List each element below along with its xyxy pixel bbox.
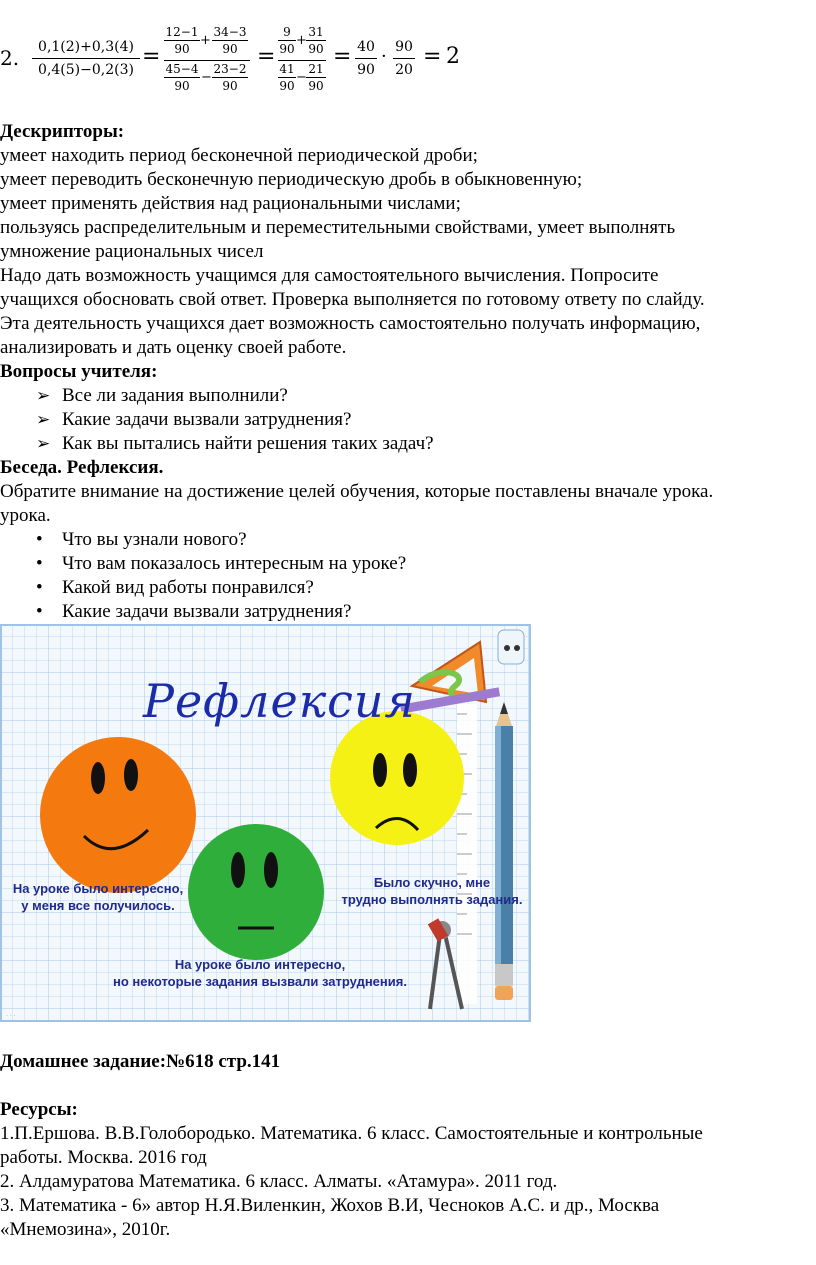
yellow-caption: Было скучно, мне трудно выполнять задания. (341, 875, 523, 907)
bullet-icon: • (36, 601, 43, 622)
teacher-question-item: Как вы пытались найти решения таких задач? (62, 433, 434, 454)
reflection-question-item: Какие задачи вызвали затруднения? (62, 601, 352, 622)
reflection-heading: Беседа. Рефлексия. (0, 457, 164, 478)
resource-line: «Мнемозина», 2010г. (0, 1219, 171, 1240)
task-number: 2. (0, 46, 20, 70)
teacher-question-item: Все ли задания выполнили? (62, 385, 288, 406)
step3-fraction-a: 40 90 (355, 36, 377, 81)
reflection-question-item: Что вы узнали нового? (62, 529, 247, 550)
paragraph-line: учащихся обосновать свой ответ. Проверка выполняется по готовому ответу по слайду. (0, 289, 705, 310)
arrow-bullet-icon: ➢ (36, 434, 51, 453)
eraser-character-icon (498, 630, 524, 664)
paragraph-line: Эта деятельность учащихся дает возможность самостоятельно получать информацию, (0, 313, 701, 334)
step1-bottom-left: 45−4 90 (165, 62, 199, 93)
step1-fraction: 12−1 90 + 34−3 90 45−4 90 − 23−2 90 (164, 24, 252, 100)
math-expression: 2. 0,1(2)+0,3(4) 0,4(5)−0,2(3) = 12−1 90 + 34−3 90 45−4 90 − 23−2 90 = 9 90 + 31 90 41 90 − 21 90 = 40 90 · 90 20 = 2 (0, 22, 520, 100)
arrow-bullet-icon: ➢ (36, 410, 51, 429)
svg-text:· · ·: · · · (6, 1013, 16, 1020)
resource-line: работы. Москва. 2016 год (0, 1147, 207, 1168)
descriptors-heading: Дескрипторы: (0, 121, 125, 142)
paragraph-line: Надо дать возможность учащимся для самостоятельного вычисления. Попросите (0, 265, 659, 286)
reflection-text: урока. (0, 505, 51, 526)
orange-caption: На уроке было интересно, у меня все получилось. (12, 881, 184, 913)
math-result: 2 (446, 44, 460, 69)
paragraph-line: анализировать и дать оценку своей работе. (0, 337, 347, 358)
yellow-sad-face-icon (330, 711, 464, 845)
orange-smiley-icon (40, 737, 196, 893)
descriptor-item: умножение рациональных чисел (0, 241, 264, 262)
reflection-question-item: Что вам показалось интересным на уроке? (62, 553, 407, 574)
lhs-numerator: 0,1(2)+0,3(4) (38, 39, 134, 55)
homework: Домашнее задание:№618 стр.141 (0, 1051, 281, 1072)
descriptor-item: умеет находить период бесконечной периодической дроби; (0, 145, 478, 166)
pencil-icon (495, 702, 513, 1000)
vertical-ruler-icon (457, 704, 477, 1004)
lhs-fraction (32, 36, 140, 81)
green-caption: На уроке было интересно, но некоторые задания вызвали затруднения. (113, 957, 407, 989)
resource-line: 1.П.Ершова. В.В.Голобородько. Математика. 6 класс. Самостоятельные и контрольные (0, 1123, 703, 1144)
step2-fraction: 9 90 + 31 90 41 90 − 21 90 (278, 24, 328, 100)
reflection-picture (0, 624, 531, 1022)
step1-top-right: 34−3 90 (213, 25, 247, 56)
resource-line: 2. Алдамуратова Математика. 6 класс. Алматы. «Атамура». 2011 год. (0, 1171, 558, 1192)
picture-title: Рефлексия (143, 674, 417, 728)
descriptor-item: умеет переводить бесконечную периодическую дробь в обыкновенную; (0, 169, 583, 190)
bullet-icon: • (36, 577, 43, 598)
step1-bottom-right: 23−2 90 (213, 62, 247, 93)
resources-heading: Ресурсы: (0, 1099, 78, 1120)
bullet-icon: • (36, 553, 43, 574)
green-neutral-face-icon (188, 824, 324, 960)
bullet-icon: • (36, 529, 43, 550)
reflection-text: Обратите внимание на достижение целей обучения, которые поставлены вначале урока. (0, 481, 714, 502)
descriptor-item: пользуясь распределительным и переместительными свойствами, умеет выполнять (0, 217, 676, 238)
arrow-bullet-icon: ➢ (36, 386, 51, 405)
reflection-question-item: Какой вид работы понравился? (62, 577, 314, 598)
resource-line: 3. Математика - 6» автор Н.Я.Виленкин, Жохов В.И, Чесноков А.С. и др., Москва (0, 1195, 660, 1216)
lhs-denominator: 0,4(5)−0,2(3) (38, 62, 134, 78)
equals-sign: = (142, 44, 161, 69)
teacher-question-item: Какие задачи вызвали затруднения? (62, 409, 352, 430)
step1-top-left: 12−1 90 (165, 25, 199, 56)
step3-fraction-b: 90 20 (393, 36, 415, 81)
teacher-questions-heading: Вопросы учителя: (0, 361, 158, 382)
descriptor-item: умеет применять действия над рациональными числами; (0, 193, 461, 214)
